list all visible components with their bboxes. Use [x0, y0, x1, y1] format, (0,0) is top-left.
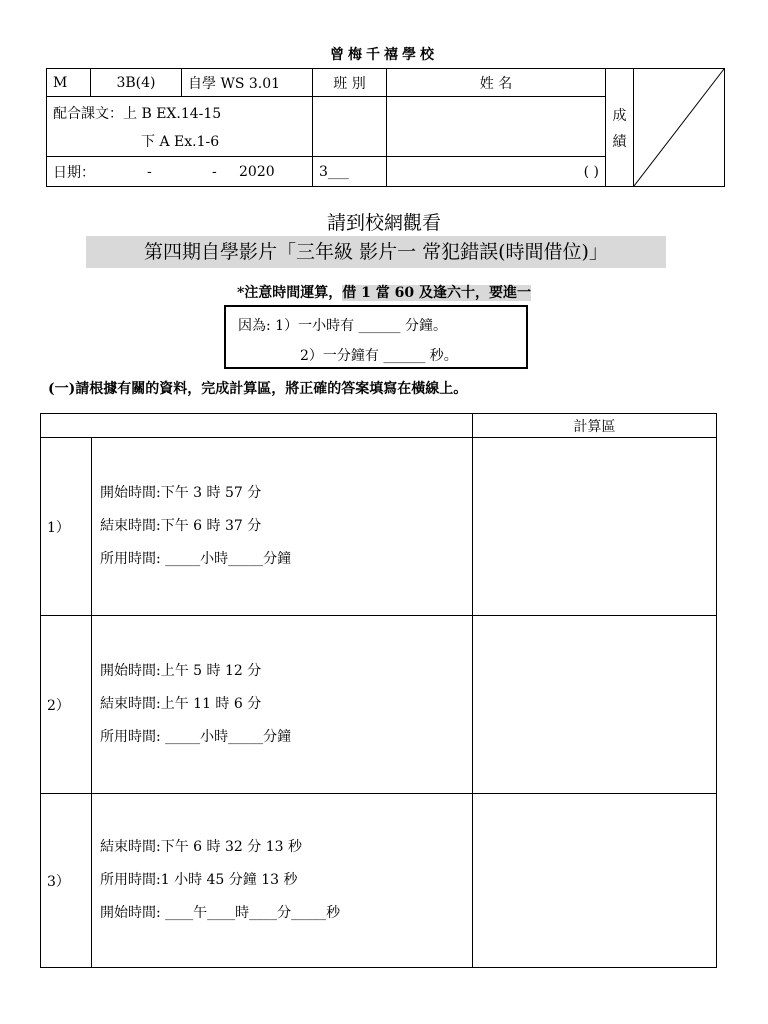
header-table [46, 68, 725, 187]
answer-line[interactable]: 開始時間: ____午____時____分_____秒 [100, 905, 341, 921]
date-sep-2: - [212, 164, 217, 180]
school-name: 曾梅千禧學校 [330, 47, 438, 63]
answer-line[interactable]: 所用時間: _____小時_____分鐘 [100, 551, 292, 567]
question-content [92, 794, 473, 968]
question-number: 2） [41, 616, 92, 794]
question-number: 3） [41, 794, 92, 968]
table-row [41, 794, 717, 968]
question-content [92, 616, 473, 794]
calc-area[interactable] [473, 616, 717, 794]
grade-label-cell [606, 69, 634, 187]
class-value[interactable]: 3___ [313, 157, 387, 187]
class-label: 班 別 [313, 69, 387, 97]
note-highlight: 借 1 當 60 及逢六十，要進一 [342, 285, 532, 301]
date-label: 日期： [53, 164, 95, 181]
class-number-paren[interactable]: ( ) [387, 157, 606, 187]
name-label: 姓 名 [387, 69, 606, 97]
video-title-1: 請到校網觀看 [326, 212, 441, 234]
name-input[interactable] [387, 97, 606, 157]
reminder-box [224, 305, 528, 369]
question-line: 結束時間:上午 11 時 6 分 [100, 696, 262, 712]
question-line: 所用時間:1 小時 45 分鐘 13 秒 [100, 872, 298, 888]
question-content [92, 438, 473, 616]
header-code: M [47, 69, 91, 97]
grade-box [634, 69, 725, 187]
date-sep-1: - [147, 164, 152, 180]
reminder-line-1: 因為: 1）一小時有 ______ 分鐘。 [238, 318, 447, 334]
video-title-2: 第四期自學影片「三年級 影片一 常犯錯誤(時間借位)」 [86, 236, 666, 268]
reminder-line-2: 2）一分鐘有 ______ 秒。 [300, 348, 458, 364]
textbook-line-1: 配合課文：上 B EX.14-15 [53, 106, 222, 122]
question-table [40, 413, 717, 968]
header-worksheet-no: 自學 WS 3.01 [182, 69, 313, 97]
question-number: 1） [41, 438, 92, 616]
date-year: 2020 [239, 164, 275, 180]
question-heading: (一)請根據有關的資料，完成計算區，將正確的答案填寫在橫線上。 [48, 381, 468, 397]
header-class-code: 3B(4) [91, 69, 182, 97]
note [0, 282, 768, 302]
table-row [41, 616, 717, 794]
question-line: 開始時間:下午 3 時 57 分 [100, 485, 262, 501]
calc-area[interactable] [473, 794, 717, 968]
textbook-line-2: 下 A Ex.1-6 [141, 134, 220, 150]
note-prefix: *注意時間運算， [236, 285, 343, 301]
textbook-reference [47, 97, 313, 157]
calc-area[interactable] [473, 438, 717, 616]
answer-line[interactable]: 所用時間: _____小時_____分鐘 [100, 729, 292, 745]
header-empty-cell [41, 414, 473, 438]
question-line: 結束時間:下午 6 時 37 分 [100, 518, 262, 534]
grade-label-1: 成 [612, 107, 627, 124]
class-input[interactable] [313, 97, 387, 157]
calc-area-header: 計算區 [473, 414, 717, 438]
question-line: 開始時間:上午 5 時 12 分 [100, 663, 262, 679]
date-field[interactable] [47, 157, 313, 187]
question-line: 結束時間:下午 6 時 32 分 13 秒 [100, 839, 302, 855]
diagonal-line [634, 69, 724, 186]
table-row [41, 438, 717, 616]
grade-label-2: 績 [612, 133, 627, 150]
